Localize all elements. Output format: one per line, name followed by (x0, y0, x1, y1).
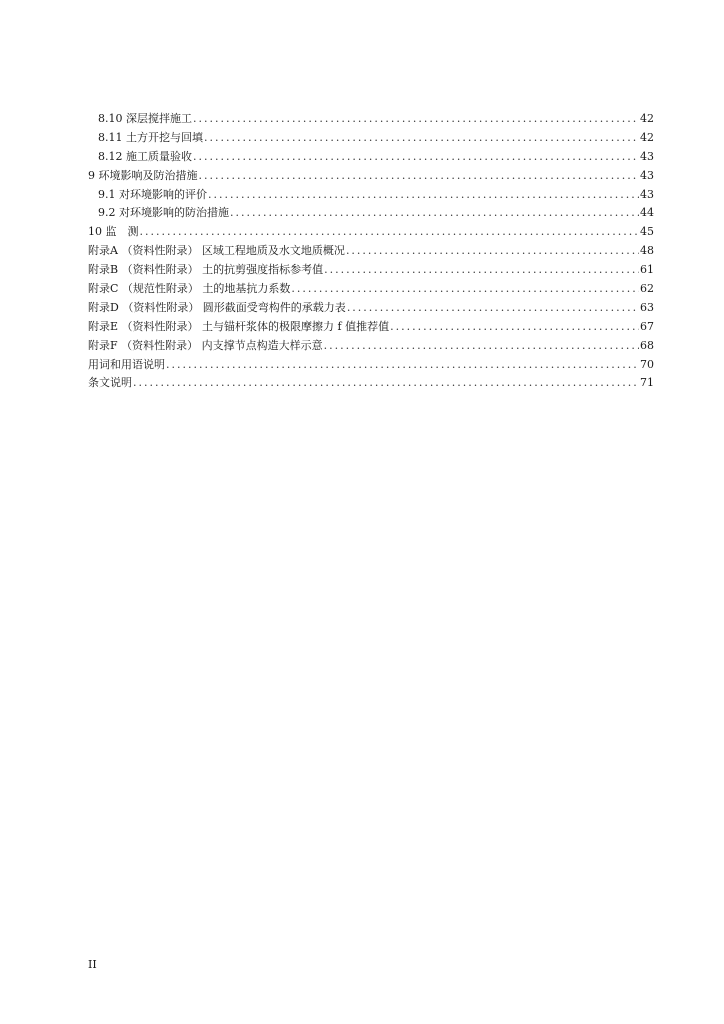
toc-entry-appendix-d[interactable] (88, 299, 654, 318)
toc-entry-label: 8.12 施工质量验收 (98, 149, 192, 163)
toc-leader-dots (291, 280, 639, 299)
toc-leader-dots (324, 337, 639, 356)
toc-entry-explanation[interactable] (88, 374, 654, 393)
toc-entry-appendix-b[interactable] (88, 261, 654, 280)
toc-leader-dots (230, 204, 639, 223)
toc-leader-dots (193, 110, 639, 129)
toc-entry-label: 附录B （资料性附录） 土的抗剪强度指标参考值 (88, 263, 324, 277)
toc-entry-label: 9.1 对环境影响的评价 (98, 187, 207, 201)
toc-leader-dots (133, 374, 639, 393)
toc-entry-chapter-9[interactable] (88, 167, 654, 186)
toc-leader-dots (347, 299, 639, 318)
toc-entry-page: 45 (640, 225, 654, 239)
toc-entry-8-10[interactable] (88, 110, 654, 129)
toc-entry-page: 42 (640, 112, 654, 125)
toc-entry-page: 70 (640, 357, 654, 371)
toc-entry-appendix-a[interactable] (88, 242, 654, 261)
toc-leader-dots (193, 148, 639, 167)
toc-entry-page: 43 (640, 168, 654, 182)
toc-leader-dots (346, 242, 639, 261)
toc-entry-9-2[interactable] (88, 204, 654, 223)
toc-entry-9-1[interactable] (88, 186, 654, 205)
toc-leader-dots (166, 356, 639, 375)
toc-leader-dots (324, 261, 639, 280)
toc-entry-label: 附录F （资料性附录） 内支撑节点构造大样示意 (88, 338, 323, 352)
toc-leader-dots (390, 318, 639, 337)
toc-entry-page: 63 (640, 300, 654, 314)
toc-entry-page: 61 (640, 263, 654, 277)
toc-entry-appendix-e[interactable] (88, 318, 654, 337)
toc-entry-label: 9.2 对环境影响的防治措施 (98, 206, 229, 220)
toc-entry-label: 用词和用语说明 (88, 357, 165, 371)
toc-entry-page: 67 (640, 319, 654, 333)
toc-entry-label: 9 环境影响及防治措施 (88, 168, 198, 182)
toc-entry-appendix-c[interactable] (88, 280, 654, 299)
toc-entry-page: 43 (640, 187, 654, 201)
toc-entry-appendix-f[interactable] (88, 337, 654, 356)
toc-entry-page: 71 (640, 376, 654, 390)
toc-entry-page: 44 (640, 206, 654, 220)
toc-entry-page: 43 (640, 149, 654, 163)
toc-entry-8-11[interactable] (88, 129, 654, 148)
toc-entry-page: 48 (640, 244, 654, 258)
toc-entry-label: 附录E （资料性附录） 土与锚杆浆体的极限摩擦力 f 值推荐值 (88, 319, 390, 333)
toc-entry-label: 条文说明 (88, 376, 132, 390)
toc-entry-label: 附录C （规范性附录） 土的地基抗力系数 (88, 282, 291, 296)
toc-leader-dots (199, 167, 640, 186)
toc-entry-label: 附录A （资料性附录） 区域工程地质及水文地质概况 (88, 244, 345, 258)
toc-entry-page: 42 (640, 130, 654, 144)
toc-entry-label: 8.11 土方开挖与回填 (98, 130, 203, 144)
toc-leader-dots (140, 223, 640, 242)
toc-entry-page: 68 (640, 338, 654, 352)
toc-entry-8-12[interactable] (88, 148, 654, 167)
toc-leader-dots (208, 186, 639, 205)
toc-entry-page: 62 (640, 282, 654, 296)
toc-entry-terminology[interactable] (88, 356, 654, 375)
toc-entry-chapter-10[interactable] (88, 223, 654, 242)
toc-entry-label: 附录D （资料性附录） 圆形截面受弯构件的承载力表 (88, 300, 346, 314)
page-number: II (88, 958, 97, 971)
toc-entry-label: 10 监 测 (88, 225, 139, 239)
table-of-contents (88, 110, 654, 393)
toc-leader-dots (204, 129, 639, 148)
toc-entry-label: 8.10 深层搅拌施工 (98, 112, 192, 125)
